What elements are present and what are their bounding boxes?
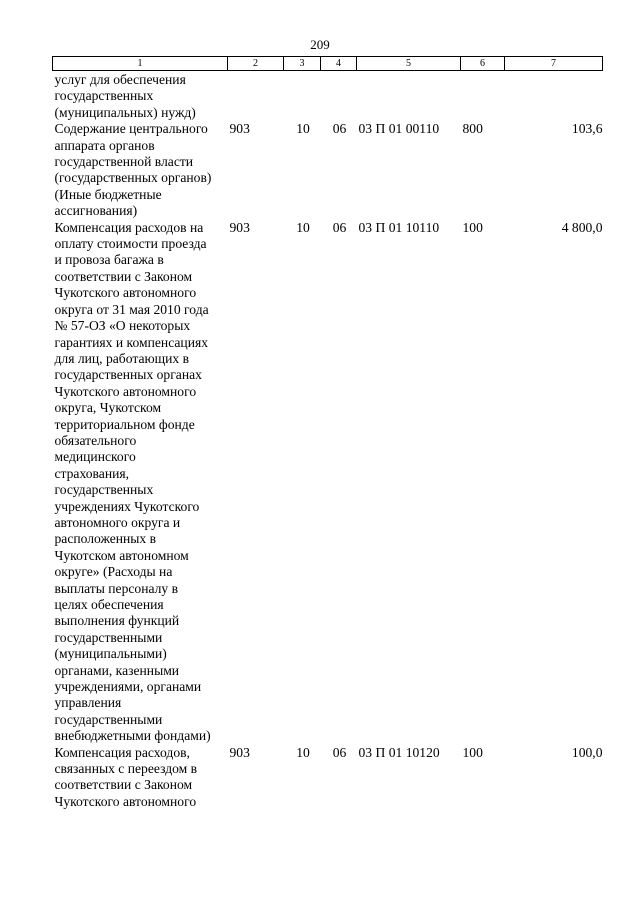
row-name-line: целях обеспечения [54,597,164,612]
row-name-line: аппарата органов [54,137,155,153]
row-name-line: государственных [54,88,154,104]
expense-type-code [461,71,505,122]
column-header-6: 6 [461,57,505,71]
target-article-code: 03 П 01 10120 [358,744,440,760]
section-code: 10 [296,219,310,235]
row-name-line: Чукотского автономного [54,285,197,301]
column-header-2: 2 [228,57,284,71]
row-name-line: Содержание центрального [54,121,208,137]
row-name-line: государственными [54,711,163,727]
row-name-line: Компенсация расходов на [54,219,204,235]
row-name-line: выплаты персоналу в [54,580,179,596]
row-name-line: для лиц, работающих в [54,350,189,366]
page-number: 209 [310,37,330,52]
row-name-line: автономного округа и [54,514,181,530]
row-name-line: Чукотского автономного [54,793,197,809]
row-name-line: соответствии с Законом [54,777,193,793]
column-header-1: 1 [53,57,228,71]
target-article-code: 03 П 01 10110 [358,219,440,235]
expense-type-code: 100 [462,744,483,760]
row-name-line: (муниципальными) [54,646,167,662]
row-name-line: учреждениями, органами [54,679,202,695]
row-name-line: и провоза багажа в [54,252,164,268]
subsection-code: 06 [332,121,347,137]
subsection-code: 06 [332,744,347,760]
section-code: 10 [296,121,310,137]
amount: 100,0 [571,744,603,760]
row-name-line: оплату стоимости проезда [54,236,207,252]
expense-type-code: 100 [462,219,483,235]
row-name-line: (муниципальных) нужд) [54,104,196,120]
row-name-line: внебюджетными фондами) [54,728,211,744]
row-name-line: Чукотского автономного [54,383,197,399]
column-header-3: 3 [284,57,321,71]
subsection-code: 06 [332,219,347,235]
row-name [53,745,228,811]
row-name-line: округе» (Расходы на [54,564,173,580]
row-name-line: медицинского [54,449,136,465]
row-name-line: связанных с переездом в [54,761,198,777]
column-header-5: 5 [357,57,461,71]
row-name-line: № 57-ОЗ «О некоторых [54,318,191,334]
row-name [53,121,228,219]
row-name-line: гарантиях и компенсациях [54,334,209,350]
table-row [53,121,603,219]
ministry-code: 903 [229,121,250,137]
row-name-line: выполнения функций [54,613,180,629]
row-name-line: ассигнования) [54,203,138,219]
subsection-code [321,71,357,122]
row-name-line: Компенсация расходов, [54,744,190,760]
row-name-line: округа, Чукотском [54,400,162,416]
row-name [53,71,228,122]
section-code: 10 [296,744,310,760]
column-header-7: 7 [505,57,603,71]
row-name-line: страхования, [54,465,130,481]
row-name-line: услуг для обеспечения [54,72,186,87]
row-name-line: государственных органах [54,367,202,383]
row-name-line: территориальном фонде [54,416,195,432]
row-name-line: органами, казенными [54,662,180,678]
table-row [53,220,603,745]
column-header-4: 4 [321,57,357,71]
column-number-header [53,57,603,71]
amount [505,71,603,122]
ministry-code: 903 [229,744,250,760]
row-name-line: округа от 31 мая 2010 года [54,301,209,317]
row-name-line: (Иные бюджетные [54,186,162,202]
amount: 4 800,0 [561,219,603,235]
row-name-line: государственными [54,629,163,645]
table-row [53,71,603,122]
section-code [284,71,321,122]
budget-table [52,56,603,810]
row-name-line: учреждениях Чукотского [54,498,200,514]
row-name-line: (государственных органов) [54,170,212,186]
expense-type-code: 800 [462,121,483,137]
row-name-line: расположенных в [54,531,157,547]
row-name-line: соответствии с Законом [54,268,193,284]
target-article-code: 03 П 01 00110 [358,121,440,137]
ministry-code: 903 [229,219,250,235]
table-row [53,745,603,811]
row-name-line: Чукотском автономном [54,547,189,563]
table-body [53,71,603,811]
row-name [53,220,228,745]
target-article-code [357,71,461,122]
row-name-line: государственных [54,482,154,498]
row-name-line: управления [54,695,122,711]
amount: 103,6 [571,121,603,137]
row-name-line: государственной власти [54,154,194,170]
ministry-code [228,71,284,122]
row-name-line: обязательного [54,432,137,448]
